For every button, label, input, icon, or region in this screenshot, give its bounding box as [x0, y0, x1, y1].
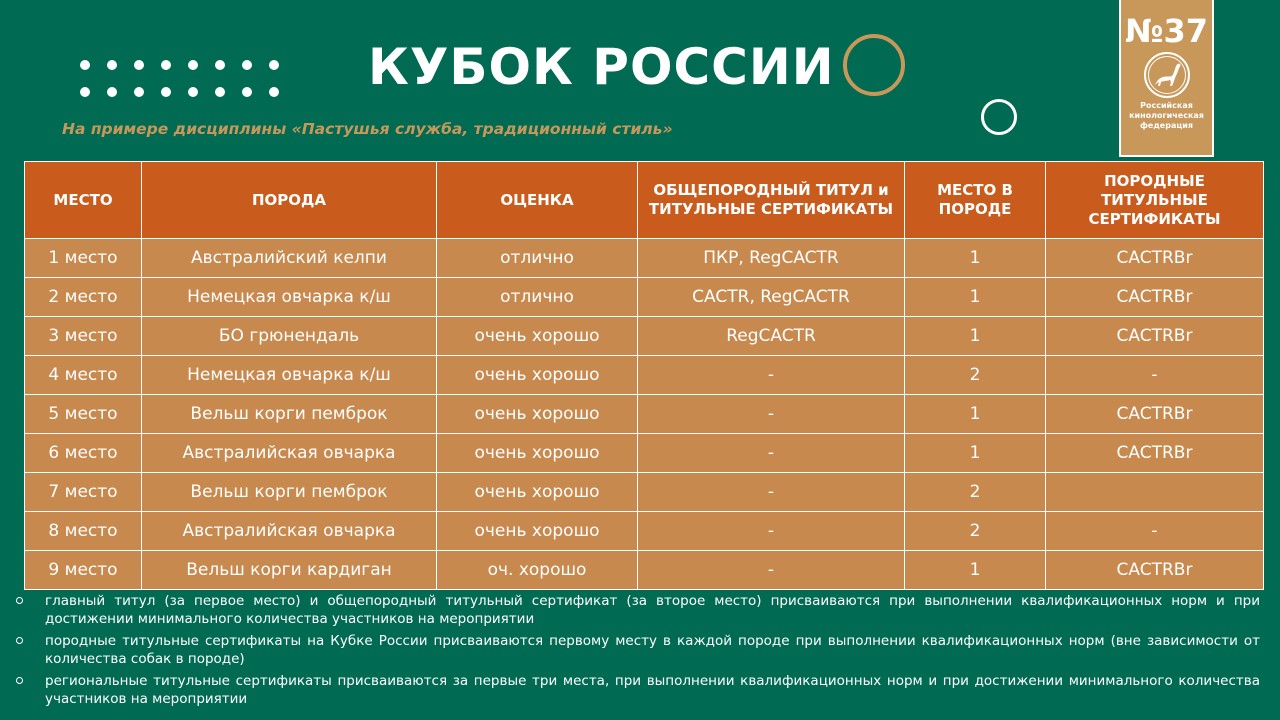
cell-general-title: CACTR, RegCACTR [638, 278, 905, 317]
cell-breed-place: 1 [905, 317, 1046, 356]
table-row [25, 434, 1264, 473]
cell-breed-place: 1 [905, 434, 1046, 473]
results-table [24, 161, 1264, 590]
column-header-grade: ОЦЕНКА [437, 162, 638, 239]
badge-number: №37 [1124, 12, 1209, 50]
footnote-text: породные титульные сертификаты на Кубке России присваиваются первому месту в каждой породе при выполнении квалификационных норм (вне зависимости от количества собак в породе) [45, 633, 1260, 667]
decorative-dot [242, 60, 252, 70]
cell-breed: Австралийская овчарка [142, 434, 437, 473]
cell-place: 6 место [25, 434, 142, 473]
cell-breed: Австралийская овчарка [142, 512, 437, 551]
decorative-dot [134, 87, 144, 97]
cell-general-title: ПКР, RegCACTR [638, 239, 905, 278]
cell-breed-certificates: CACTRBr [1046, 317, 1264, 356]
decorative-dot [188, 60, 198, 70]
column-header-breed: ПОРОДА [142, 162, 437, 239]
cell-breed: Немецкая овчарка к/ш [142, 356, 437, 395]
decorative-dot [134, 60, 144, 70]
results-table-container [24, 161, 1263, 590]
table-row [25, 512, 1264, 551]
cell-breed-place: 2 [905, 473, 1046, 512]
cell-breed-place: 1 [905, 278, 1046, 317]
decorative-dot-grid [80, 60, 279, 97]
cell-breed-place: 2 [905, 356, 1046, 395]
cell-breed: БО грюнендаль [142, 317, 437, 356]
column-header-breed-place: МЕСТО В ПОРОДЕ [905, 162, 1046, 239]
cell-place: 2 место [25, 278, 142, 317]
decorative-dot [269, 87, 279, 97]
table-row [25, 473, 1264, 512]
footnote-text: главный титул (за первое место) и общепородный титульный сертификат (за второе место) присваиваются при выполнении квалификационных норм и при достижении минимального количества участников на мероприятии [45, 593, 1260, 627]
decorative-dot [188, 87, 198, 97]
cell-grade: очень хорошо [437, 317, 638, 356]
footnote-item [12, 593, 1260, 628]
table-row [25, 356, 1264, 395]
circle-bullet-icon [16, 677, 23, 684]
decorative-ring-small-icon [981, 99, 1017, 135]
column-header-place: МЕСТО [25, 162, 142, 239]
table-row [25, 551, 1264, 590]
table-row [25, 395, 1264, 434]
decorative-dot [215, 87, 225, 97]
decorative-dot [80, 87, 90, 97]
cell-breed: Австралийский келпи [142, 239, 437, 278]
cell-breed-certificates: CACTRBr [1046, 395, 1264, 434]
badge-caption: Российская кинологическая федерация [1129, 101, 1204, 130]
footnote-text: региональные титульные сертификаты присваиваются за первые три места, при выполнении квалификационных норм и при достижении минимального количества участников на мероприятии [45, 673, 1260, 707]
cell-general-title: - [638, 551, 905, 590]
cell-general-title: - [638, 512, 905, 551]
cell-place: 5 место [25, 395, 142, 434]
cell-breed: Вельш корги пемброк [142, 473, 437, 512]
cell-breed: Немецкая овчарка к/ш [142, 278, 437, 317]
cell-breed-certificates: CACTRBr [1046, 239, 1264, 278]
cell-breed-certificates: CACTRBr [1046, 278, 1264, 317]
cell-grade: очень хорошо [437, 395, 638, 434]
cell-breed: Вельш корги кардиган [142, 551, 437, 590]
circle-bullet-icon [16, 637, 23, 644]
decorative-dot [80, 60, 90, 70]
table-row [25, 278, 1264, 317]
cell-grade: отлично [437, 239, 638, 278]
cell-breed-certificates: CACTRBr [1046, 434, 1264, 473]
page-title: КУБОК РОССИИ [368, 38, 835, 96]
cell-breed-place: 2 [905, 512, 1046, 551]
cell-general-title: - [638, 356, 905, 395]
cell-breed-certificates: - [1046, 356, 1264, 395]
decorative-dot [242, 87, 252, 97]
cell-grade: очень хорошо [437, 512, 638, 551]
column-header-breed-certificates: ПОРОДНЫЕ ТИТУЛЬНЫЕ СЕРТИФИКАТЫ [1046, 162, 1264, 239]
cell-place: 3 место [25, 317, 142, 356]
cell-grade: очень хорошо [437, 473, 638, 512]
decorative-dot [161, 87, 171, 97]
cell-place: 4 место [25, 356, 142, 395]
footnote-item [12, 673, 1260, 708]
table-row [25, 317, 1264, 356]
footnote-item [12, 633, 1260, 668]
cell-grade: отлично [437, 278, 638, 317]
decorative-dot [107, 60, 117, 70]
decorative-ring-icon [843, 34, 905, 96]
table-header-row [25, 162, 1264, 239]
cell-place: 7 место [25, 473, 142, 512]
cell-general-title: - [638, 395, 905, 434]
cell-breed-certificates: - [1046, 512, 1264, 551]
decorative-dot [161, 60, 171, 70]
cell-general-title: - [638, 473, 905, 512]
cell-breed-place: 1 [905, 239, 1046, 278]
table-row [25, 239, 1264, 278]
rkf-badge [1119, 0, 1214, 157]
cell-place: 8 место [25, 512, 142, 551]
cell-place: 9 место [25, 551, 142, 590]
decorative-dot [107, 87, 117, 97]
decorative-dot [215, 60, 225, 70]
cell-grade: оч. хорошо [437, 551, 638, 590]
cell-grade: очень хорошо [437, 434, 638, 473]
cell-grade: очень хорошо [437, 356, 638, 395]
cell-breed-place: 1 [905, 551, 1046, 590]
footnotes-list [12, 593, 1260, 713]
decorative-dot [269, 60, 279, 70]
page-subtitle: На примере дисциплины «Пастушья служба, традиционный стиль» [62, 120, 673, 138]
cell-general-title: - [638, 434, 905, 473]
cell-breed-place: 1 [905, 395, 1046, 434]
circle-bullet-icon [16, 597, 23, 604]
column-header-general-title: ОБЩЕПОРОДНЫЙ ТИТУЛ и ТИТУЛЬНЫЕ СЕРТИФИКАТЫ [638, 162, 905, 239]
cell-place: 1 место [25, 239, 142, 278]
cell-general-title: RegCACTR [638, 317, 905, 356]
table-body [25, 239, 1264, 590]
cell-breed: Вельш корги пемброк [142, 395, 437, 434]
cell-breed-certificates [1046, 473, 1264, 512]
cell-breed-certificates: CACTRBr [1046, 551, 1264, 590]
dog-emblem-icon [1143, 51, 1191, 99]
